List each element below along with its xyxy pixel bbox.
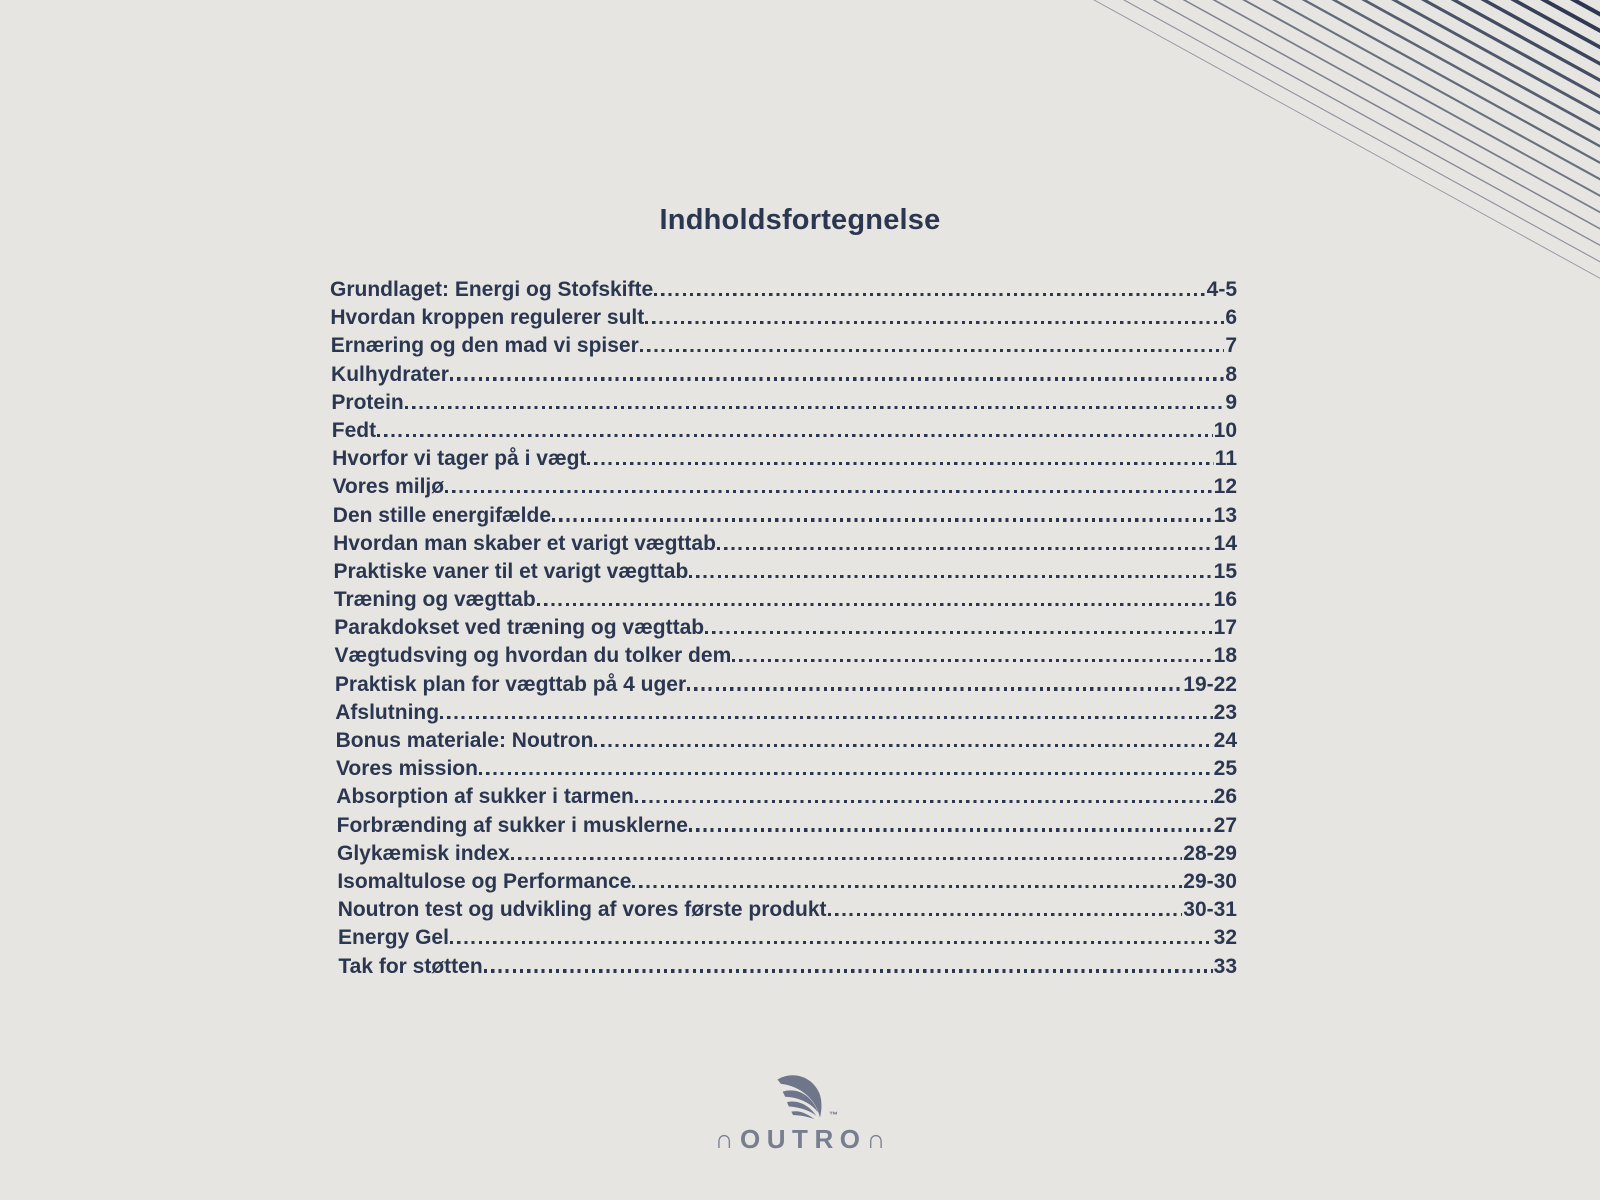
diagonal-lines-decoration — [1060, 0, 1600, 310]
toc-entry — [330, 840, 1237, 868]
toc-entry — [330, 699, 1237, 727]
toc-entry-page-number: 13 — [1213, 503, 1237, 527]
toc-entry-label: Glykæmisk index — [337, 841, 510, 865]
brand-logo — [0, 1070, 1600, 1152]
toc-entry — [330, 445, 1237, 473]
dotted-leader — [689, 575, 1212, 578]
dotted-leader — [537, 603, 1213, 606]
toc-entry-label: Vægtudsving og hvordan du tolker dem — [334, 644, 732, 668]
toc-entry-page-number: 30-31 — [1183, 898, 1237, 922]
toc-entry-page-number: 18 — [1213, 644, 1237, 668]
toc-entry — [330, 276, 1237, 304]
toc-entry — [330, 671, 1237, 699]
toc-entry — [330, 642, 1237, 670]
toc-entry-label: Energy Gel — [338, 926, 449, 950]
toc-entry-page-number: 33 — [1213, 954, 1237, 978]
toc-entry-page-number: 11 — [1214, 447, 1237, 471]
toc-entry — [330, 558, 1237, 586]
toc-entry-label: Afslutning — [335, 700, 440, 724]
toc-entry-page-number: 27 — [1213, 813, 1237, 837]
toc-entry-page-number: 10 — [1213, 418, 1237, 442]
toc-entry-label: Hvordan kroppen regulerer sult — [330, 306, 645, 330]
toc-entry — [330, 783, 1237, 811]
toc-entry-label: Kulhydrater — [331, 362, 449, 386]
brand-wordmark: ∩OUTRO∩ — [714, 1124, 892, 1154]
toc-entry-page-number: 6 — [1225, 306, 1237, 330]
dotted-leader — [635, 800, 1213, 803]
toc-entry — [330, 530, 1237, 558]
toc-entry-page-number: 19-22 — [1183, 672, 1237, 696]
toc-entry — [330, 896, 1237, 924]
toc-entry-label: Parakdokset ved træning og vægttab — [334, 616, 705, 640]
toc-entry-label: Træning og vægttab — [333, 588, 536, 612]
toc-entry — [330, 586, 1237, 614]
toc-entry-page-number: 17 — [1213, 616, 1237, 640]
toc-entry — [330, 473, 1237, 501]
dotted-leader — [440, 716, 1213, 719]
toc-entry — [330, 361, 1237, 389]
toc-entry — [330, 727, 1237, 755]
toc-entry-page-number: 29-30 — [1183, 869, 1237, 893]
toc-entry-label: Praktisk plan for vægttab på 4 uger — [334, 672, 687, 696]
page-title: Indholdsfortegnelse — [659, 204, 941, 236]
dotted-leader — [594, 744, 1212, 747]
toc-entry — [330, 924, 1237, 952]
wing-icon — [771, 1070, 829, 1122]
toc-entry-label: Noutron test og udvikling af vores første produkt — [337, 898, 827, 922]
toc-entry-page-number: 23 — [1213, 700, 1237, 724]
toc-entry-label: Hvorfor vi tager på i vægt — [332, 447, 587, 471]
dotted-leader — [552, 518, 1213, 521]
toc-entry — [330, 755, 1237, 783]
toc-entry-page-number: 8 — [1225, 362, 1237, 386]
dotted-leader — [450, 377, 1224, 380]
toc-entry — [330, 812, 1237, 840]
toc-entry-label: Fedt — [331, 418, 377, 442]
toc-entry — [330, 502, 1237, 530]
table-of-contents — [330, 276, 1237, 981]
toc-entry-label: Hvordan man skaber et varigt vægttab — [333, 531, 716, 555]
toc-entry-label: Isomaltulose og Performance — [337, 869, 632, 893]
toc-entry-page-number: 4-5 — [1206, 278, 1237, 301]
dotted-leader — [484, 969, 1213, 972]
dotted-leader — [828, 913, 1183, 916]
toc-entry-page-number: 15 — [1213, 559, 1237, 583]
dotted-leader — [587, 462, 1213, 465]
toc-entry — [330, 417, 1237, 445]
toc-entry — [330, 953, 1237, 981]
toc-entry — [330, 389, 1237, 417]
dotted-leader — [640, 349, 1225, 352]
toc-entry-label: Vores miljø — [332, 475, 445, 499]
dotted-leader — [705, 631, 1213, 634]
toc-entry-label: Forbrænding af sukker i musklerne — [336, 813, 688, 837]
trademark-symbol: ™ — [829, 1110, 838, 1120]
toc-entry-label: Praktiske vaner til et varigt vægttab — [333, 559, 689, 583]
dotted-leader — [479, 772, 1213, 775]
toc-entry-page-number: 24 — [1213, 729, 1237, 752]
toc-entry-page-number: 32 — [1213, 926, 1237, 950]
toc-entry-page-number: 28-29 — [1183, 841, 1237, 865]
dotted-leader — [689, 828, 1213, 831]
dotted-leader — [377, 434, 1213, 437]
toc-entry-page-number: 9 — [1225, 390, 1237, 414]
dotted-leader — [717, 547, 1213, 550]
dotted-leader — [405, 406, 1225, 409]
toc-entry-page-number: 25 — [1213, 757, 1237, 781]
toc-entry — [330, 304, 1237, 332]
toc-entry-label: Protein — [331, 390, 404, 414]
toc-entry — [330, 332, 1237, 360]
toc-entry-label: Absorption af sukker i tarmen — [336, 785, 634, 809]
toc-entry-page-number: 7 — [1225, 334, 1237, 358]
toc-entry-page-number: 26 — [1213, 785, 1237, 809]
toc-entry — [330, 868, 1237, 896]
toc-entry — [330, 614, 1237, 642]
dotted-leader — [511, 857, 1183, 860]
toc-entry-label: Bonus materiale: Noutron — [335, 729, 594, 752]
toc-entry-label: Vores mission — [335, 757, 478, 781]
toc-entry-page-number: 14 — [1213, 531, 1237, 555]
dotted-leader — [687, 687, 1182, 690]
dotted-leader — [450, 941, 1213, 944]
toc-entry-label: Tak for støtten — [338, 954, 483, 978]
toc-entry-label: Grundlaget: Energi og Stofskifte — [330, 278, 654, 301]
toc-entry-page-number: 16 — [1213, 588, 1237, 612]
toc-entry-label: Ernæring og den mad vi spiser — [330, 334, 639, 358]
dotted-leader — [645, 321, 1224, 324]
dotted-leader — [445, 490, 1213, 493]
toc-entry-label: Den stille energifælde — [332, 503, 552, 527]
dotted-leader — [732, 659, 1212, 662]
toc-entry-page-number: 12 — [1213, 475, 1237, 499]
wing-logo — [771, 1070, 838, 1122]
dotted-leader — [632, 885, 1182, 888]
dotted-leader — [654, 293, 1205, 296]
